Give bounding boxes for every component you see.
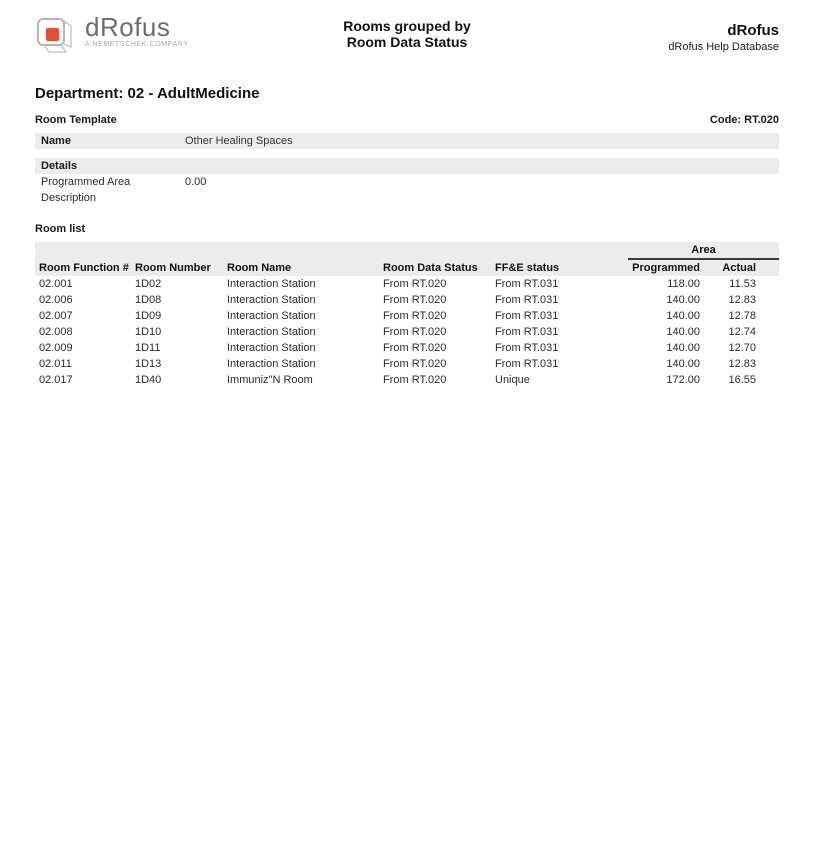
cell-room-name: Immuniz"N Room <box>227 374 313 386</box>
cell-room-name: Interaction Station <box>227 358 316 370</box>
cell-ffe-status: From RT.031 <box>495 358 559 370</box>
room-template-label: Room Template <box>35 114 117 126</box>
cell-room-function: 02.001 <box>39 278 73 290</box>
database-name: dRofus <box>727 22 779 39</box>
cell-programmed: 140.00 <box>666 326 701 338</box>
cell-actual: 12.74 <box>728 326 757 338</box>
col-header-ffe-status: FF&E status <box>491 259 628 276</box>
col-header-room-function: Room Function # <box>35 259 131 276</box>
cell-room-number: 1D13 <box>135 358 162 370</box>
area-group-spacer <box>35 242 628 259</box>
room-template-code: Code: RT.020 <box>709 114 779 126</box>
area-group-label: Area <box>628 242 779 259</box>
room-template-section-header <box>35 114 779 126</box>
cell-actual: 11.53 <box>729 278 757 290</box>
cell-room-function: 02.017 <box>39 374 73 386</box>
programmed-area-value: 0.00 <box>185 176 207 188</box>
cell-room-number: 1D40 <box>135 374 162 386</box>
report-title-line1: Rooms grouped by <box>343 18 471 34</box>
cell-room-function: 02.009 <box>39 342 73 354</box>
logo-text <box>85 12 189 48</box>
cell-programmed: 118.00 <box>667 278 701 290</box>
logo-tagline: A NEMETSCHEK COMPANY <box>85 41 189 48</box>
database-subtitle: dRofus Help Database <box>668 41 779 53</box>
cell-room-name: Interaction Station <box>227 326 316 338</box>
table-row <box>35 276 779 292</box>
name-value: Other Healing Spaces <box>185 135 293 147</box>
cell-room-name: Interaction Station <box>227 278 316 290</box>
cell-room-number: 1D02 <box>135 278 162 290</box>
database-info <box>531 12 779 53</box>
room-list-label: Room list <box>35 223 86 235</box>
cell-room-name: Interaction Station <box>227 294 316 306</box>
cell-room-function: 02.007 <box>39 310 73 322</box>
cell-data-status: From RT.020 <box>383 374 447 386</box>
cell-room-name: Interaction Station <box>227 342 316 354</box>
drofus-logo <box>35 12 283 61</box>
cell-ffe-status: Unique <box>495 374 530 386</box>
cell-data-status: From RT.020 <box>383 310 447 322</box>
column-header-row <box>35 259 779 276</box>
report-title <box>283 12 531 50</box>
table-row <box>35 340 779 356</box>
cell-data-status: From RT.020 <box>383 326 447 338</box>
col-header-room-number: Room Number <box>131 259 223 276</box>
table-row <box>35 356 779 372</box>
cell-room-name: Interaction Station <box>227 310 316 322</box>
cell-programmed: 140.00 <box>666 310 701 322</box>
details-label: Details <box>41 160 78 172</box>
cell-data-status: From RT.020 <box>383 342 447 354</box>
room-list-table <box>35 242 779 388</box>
col-header-actual: Actual <box>702 259 779 276</box>
col-header-room-name: Room Name <box>223 259 379 276</box>
area-group-header-row <box>35 242 779 259</box>
cell-room-function: 02.006 <box>39 294 73 306</box>
cell-actual: 12.83 <box>728 294 757 306</box>
department-heading: Department: 02 - AdultMedicine <box>35 85 260 102</box>
name-label: Name <box>41 135 71 147</box>
programmed-area-label: Programmed Area <box>41 176 131 188</box>
cell-actual: 16.55 <box>728 374 757 386</box>
cell-actual: 12.83 <box>728 358 757 370</box>
cell-ffe-status: From RT.031 <box>495 310 559 322</box>
cell-ffe-status: From RT.031 <box>495 342 559 354</box>
room-template-name-row <box>35 133 779 149</box>
details-section-row <box>35 158 779 174</box>
cell-room-function: 02.008 <box>39 326 73 338</box>
cell-programmed: 140.00 <box>666 358 701 370</box>
cell-ffe-status: From RT.031 <box>495 294 559 306</box>
description-label: Description <box>41 192 97 204</box>
cell-room-number: 1D11 <box>135 342 161 354</box>
report-header <box>35 12 779 64</box>
cell-programmed: 140.00 <box>666 342 701 354</box>
cell-ffe-status: From RT.031 <box>495 326 559 338</box>
cell-data-status: From RT.020 <box>383 278 447 290</box>
cell-programmed: 140.00 <box>666 294 701 306</box>
description-row <box>35 190 779 206</box>
drofus-cube-icon <box>35 12 77 61</box>
col-header-data-status: Room Data Status <box>379 259 491 276</box>
cell-actual: 12.70 <box>728 342 757 354</box>
cell-programmed: 172.00 <box>666 374 701 386</box>
cell-room-number: 1D08 <box>135 294 162 306</box>
report-title-line2: Room Data Status <box>346 34 468 50</box>
cell-data-status: From RT.020 <box>383 358 447 370</box>
cell-room-number: 1D09 <box>135 310 162 322</box>
report-page <box>0 0 815 388</box>
table-row <box>35 292 779 308</box>
cell-room-number: 1D10 <box>135 326 162 338</box>
col-header-programmed: Programmed <box>628 259 702 276</box>
programmed-area-row <box>35 174 779 190</box>
table-row <box>35 324 779 340</box>
table-row <box>35 372 779 388</box>
table-row <box>35 308 779 324</box>
cell-data-status: From RT.020 <box>383 294 447 306</box>
logo-brand: dRofus <box>85 12 171 42</box>
cell-ffe-status: From RT.031 <box>495 278 559 290</box>
cell-room-function: 02.011 <box>39 358 72 370</box>
cell-actual: 12.78 <box>728 310 757 322</box>
